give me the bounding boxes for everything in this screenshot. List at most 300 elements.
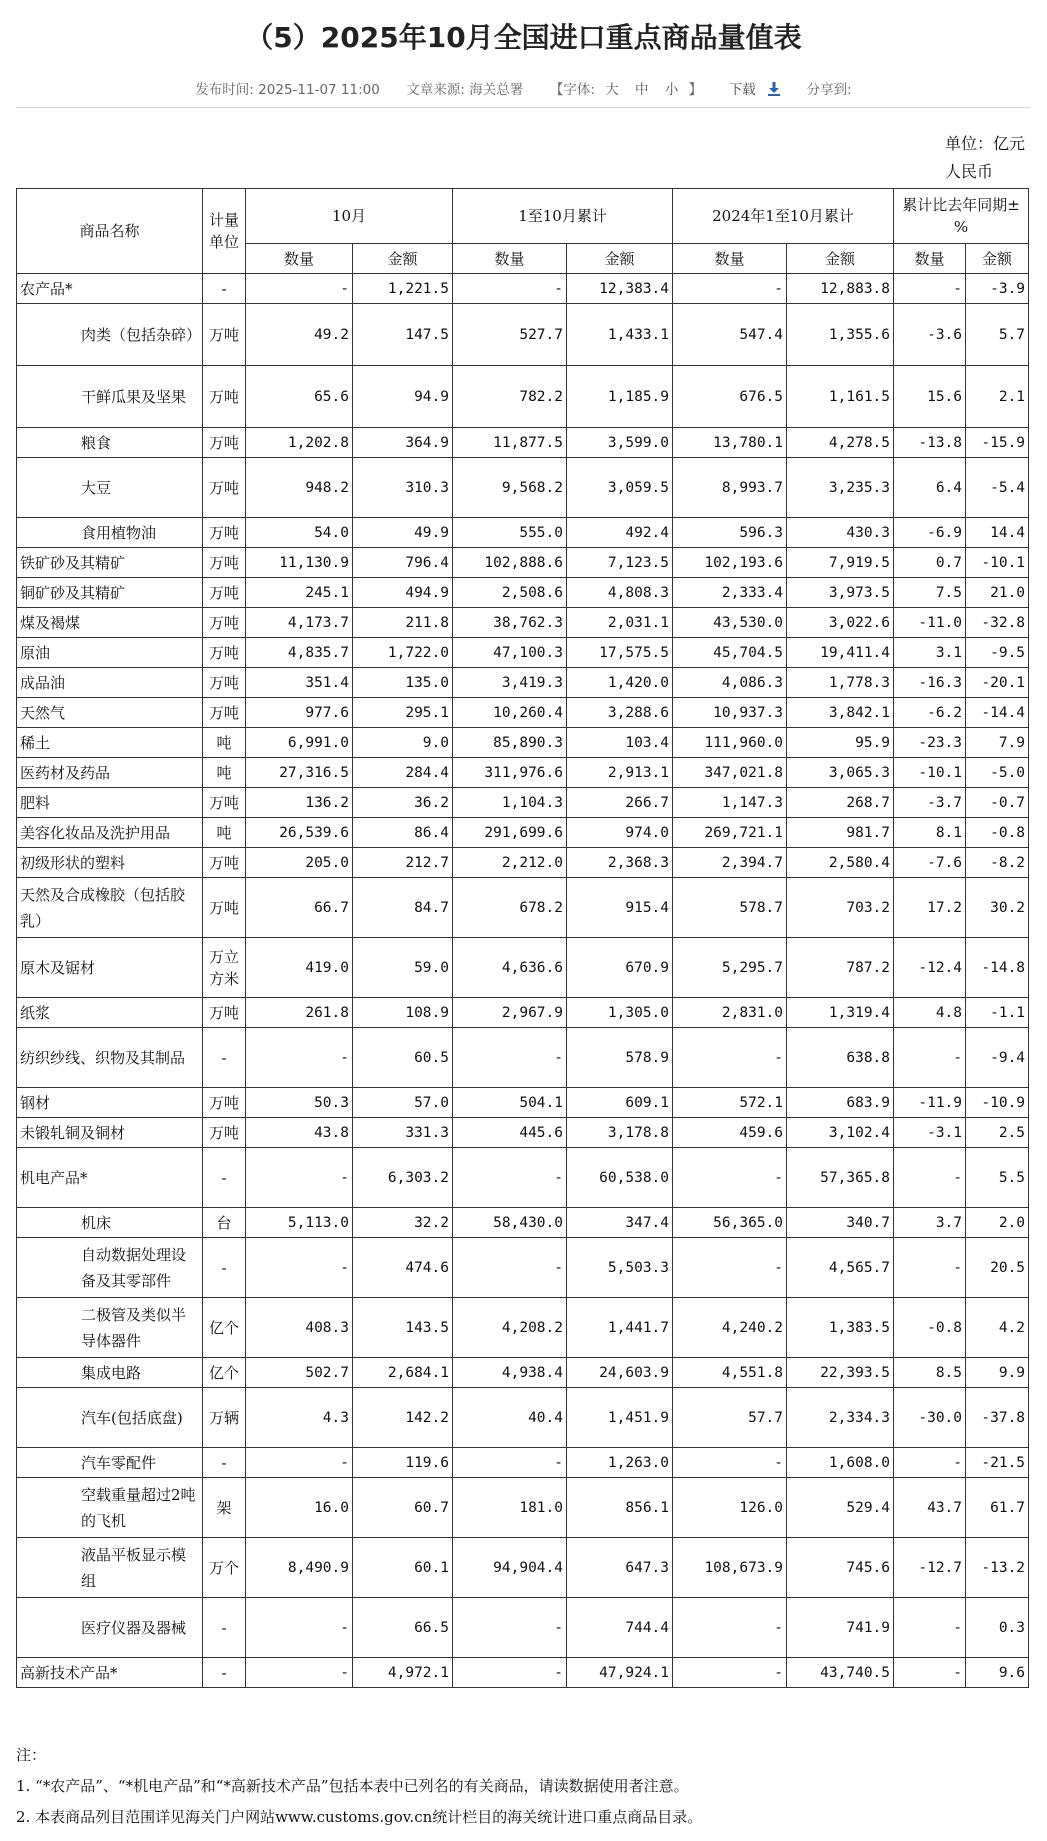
value-cell: 21.0	[966, 578, 1029, 608]
value-cell: 4,808.3	[567, 578, 673, 608]
value-cell: 266.7	[567, 788, 673, 818]
value-cell: 703.2	[787, 878, 894, 938]
value-cell: 4,240.2	[673, 1298, 787, 1358]
commodity-name: 高新技术产品*	[17, 1658, 203, 1688]
value-cell: 84.7	[353, 878, 453, 938]
value-cell: 126.0	[673, 1478, 787, 1538]
value-cell: 15.6	[894, 366, 966, 428]
value-cell: 95.9	[787, 728, 894, 758]
commodity-name: 农产品*	[17, 274, 203, 304]
font-medium-button[interactable]: 中	[635, 82, 649, 98]
table-row	[17, 1388, 1029, 1448]
value-cell: 745.6	[787, 1538, 894, 1598]
value-cell: 10,260.4	[453, 698, 567, 728]
article-source: 海关总署	[469, 82, 524, 98]
measure-unit: 架	[203, 1478, 246, 1538]
value-cell: 2.1	[966, 366, 1029, 428]
table-row	[17, 1208, 1029, 1238]
value-cell: 670.9	[567, 938, 673, 998]
value-cell: 3,022.6	[787, 608, 894, 638]
value-cell: 3.7	[894, 1208, 966, 1238]
value-cell: -	[246, 1658, 353, 1688]
value-cell: 527.7	[453, 304, 567, 366]
value-cell: 65.6	[246, 366, 353, 428]
value-cell: 60,538.0	[567, 1148, 673, 1208]
measure-unit: 万吨	[203, 366, 246, 428]
value-cell: 678.2	[453, 878, 567, 938]
value-cell: 1,161.5	[787, 366, 894, 428]
value-cell: 5,503.3	[567, 1238, 673, 1298]
header-divider	[16, 107, 1030, 108]
commodity-name: 未锻轧铜及铜材	[17, 1118, 203, 1148]
value-cell: -	[246, 1448, 353, 1478]
col-header-unit: 计量单位	[203, 189, 246, 274]
value-cell: 4,972.1	[353, 1658, 453, 1688]
col-header-name: 商品名称	[17, 189, 203, 274]
value-cell: 43,740.5	[787, 1658, 894, 1688]
value-cell: 6.4	[894, 458, 966, 518]
value-cell: 2,580.4	[787, 848, 894, 878]
value-cell: 5.5	[966, 1148, 1029, 1208]
measure-unit: 亿个	[203, 1298, 246, 1358]
value-cell: -7.6	[894, 848, 966, 878]
value-cell: 261.8	[246, 998, 353, 1028]
value-cell: 11,130.9	[246, 548, 353, 578]
value-cell: 211.8	[353, 608, 453, 638]
value-cell: 143.5	[353, 1298, 453, 1358]
note-item: 2. 本表商品列目范围详见海关门户网站www.customs.gov.cn统计栏目的海关统计进口重点商品目录。	[16, 1808, 703, 1826]
value-cell: -	[453, 274, 567, 304]
value-cell: -	[453, 1598, 567, 1658]
table-row	[17, 878, 1029, 938]
value-cell: 1,433.1	[567, 304, 673, 366]
value-cell: 547.4	[673, 304, 787, 366]
value-cell: 676.5	[673, 366, 787, 428]
table-row	[17, 758, 1029, 788]
value-cell: 205.0	[246, 848, 353, 878]
col-header-qty: 数量	[246, 244, 353, 274]
measure-unit: 亿个	[203, 1358, 246, 1388]
value-cell: -30.0	[894, 1388, 966, 1448]
value-cell: 17,575.5	[567, 638, 673, 668]
value-cell: 1,221.5	[353, 274, 453, 304]
value-cell: 8,993.7	[673, 458, 787, 518]
value-cell: 2,334.3	[787, 1388, 894, 1448]
measure-unit: 吨	[203, 758, 246, 788]
value-cell: 331.3	[353, 1118, 453, 1148]
value-cell: 102,193.6	[673, 548, 787, 578]
value-cell: 2.5	[966, 1118, 1029, 1148]
value-cell: 408.3	[246, 1298, 353, 1358]
value-cell: 36.2	[353, 788, 453, 818]
value-cell: 7.9	[966, 728, 1029, 758]
value-cell: -12.7	[894, 1538, 966, 1598]
value-cell: 17.2	[894, 878, 966, 938]
value-cell: -	[673, 1598, 787, 1658]
value-cell: -0.8	[894, 1298, 966, 1358]
table-row	[17, 698, 1029, 728]
value-cell: 47,924.1	[567, 1658, 673, 1688]
commodity-name: 美容化妆品及洗护用品	[17, 818, 203, 848]
value-cell: -32.8	[966, 608, 1029, 638]
article-meta	[0, 78, 1047, 98]
value-cell: 4,551.8	[673, 1358, 787, 1388]
value-cell: -	[246, 1238, 353, 1298]
value-cell: 1,147.3	[673, 788, 787, 818]
commodity-name: 二极管及类似半导体器件	[17, 1298, 203, 1358]
value-cell: 295.1	[353, 698, 453, 728]
measure-unit: 万吨	[203, 668, 246, 698]
table-row	[17, 668, 1029, 698]
publish-label: 发布时间:	[195, 82, 254, 98]
value-cell: 430.3	[787, 518, 894, 548]
value-cell: 683.9	[787, 1088, 894, 1118]
value-cell: -3.6	[894, 304, 966, 366]
value-cell: -	[673, 1658, 787, 1688]
value-cell: 2,913.1	[567, 758, 673, 788]
value-cell: 40.4	[453, 1388, 567, 1448]
value-cell: 9.9	[966, 1358, 1029, 1388]
value-cell: 57.0	[353, 1088, 453, 1118]
value-cell: 2,684.1	[353, 1358, 453, 1388]
value-cell: 108.9	[353, 998, 453, 1028]
table-row	[17, 998, 1029, 1028]
unit-note: 单位：亿元人民币	[945, 134, 1026, 181]
value-cell: -10.1	[894, 758, 966, 788]
col-header-prev: 2024年1至10月累计	[673, 189, 894, 244]
value-cell: 1,722.0	[353, 638, 453, 668]
value-cell: -	[453, 1448, 567, 1478]
value-cell: 13,780.1	[673, 428, 787, 458]
value-cell: 57,365.8	[787, 1148, 894, 1208]
value-cell: 2,031.1	[567, 608, 673, 638]
measure-unit: 万吨	[203, 518, 246, 548]
commodity-name: 汽车零配件	[17, 1448, 203, 1478]
value-cell: 340.7	[787, 1208, 894, 1238]
value-cell: 59.0	[353, 938, 453, 998]
value-cell: 6,991.0	[246, 728, 353, 758]
value-cell: 3,178.8	[567, 1118, 673, 1148]
value-cell: 4.8	[894, 998, 966, 1028]
value-cell: -10.9	[966, 1088, 1029, 1118]
value-cell: 7,123.5	[567, 548, 673, 578]
measure-unit: 万吨	[203, 698, 246, 728]
value-cell: 11,877.5	[453, 428, 567, 458]
value-cell: 572.1	[673, 1088, 787, 1118]
value-cell: 3,973.5	[787, 578, 894, 608]
value-cell: -37.8	[966, 1388, 1029, 1448]
value-cell: 4,208.2	[453, 1298, 567, 1358]
value-cell: 16.0	[246, 1478, 353, 1538]
value-cell: 1,104.3	[453, 788, 567, 818]
font-large-button[interactable]: 大	[605, 82, 619, 98]
commodity-name: 医药材及药品	[17, 758, 203, 788]
value-cell: -3.9	[966, 274, 1029, 304]
value-cell: -14.4	[966, 698, 1029, 728]
measure-unit: 万吨	[203, 638, 246, 668]
table-row	[17, 578, 1029, 608]
measure-unit: 万吨	[203, 878, 246, 938]
value-cell: 269,721.1	[673, 818, 787, 848]
value-cell: 8.1	[894, 818, 966, 848]
value-cell: 7,919.5	[787, 548, 894, 578]
notes-heading: 注：	[16, 1746, 47, 1764]
value-cell: 2,967.9	[453, 998, 567, 1028]
value-cell: 32.2	[353, 1208, 453, 1238]
value-cell: 1,451.9	[567, 1388, 673, 1448]
measure-unit: 万吨	[203, 998, 246, 1028]
value-cell: 135.0	[353, 668, 453, 698]
value-cell: 347,021.8	[673, 758, 787, 788]
commodity-name: 机电产品*	[17, 1148, 203, 1208]
measure-unit: 万吨	[203, 304, 246, 366]
value-cell: 291,699.6	[453, 818, 567, 848]
share-label: 分享到:	[806, 82, 852, 98]
value-cell: -1.1	[966, 998, 1029, 1028]
value-cell: 147.5	[353, 304, 453, 366]
value-cell: 43.8	[246, 1118, 353, 1148]
publish-time: 2025-11-07 11:00	[258, 82, 380, 98]
commodity-name: 初级形状的塑料	[17, 848, 203, 878]
table-row	[17, 304, 1029, 366]
value-cell: 108,673.9	[673, 1538, 787, 1598]
table-row	[17, 1448, 1029, 1478]
measure-unit: 万辆	[203, 1388, 246, 1448]
value-cell: 459.6	[673, 1118, 787, 1148]
value-cell: -	[453, 1658, 567, 1688]
value-cell: 24,603.9	[567, 1358, 673, 1388]
value-cell: 3,842.1	[787, 698, 894, 728]
value-cell: 61.7	[966, 1478, 1029, 1538]
value-cell: 502.7	[246, 1358, 353, 1388]
value-cell: 741.9	[787, 1598, 894, 1658]
value-cell: 1,319.4	[787, 998, 894, 1028]
measure-unit: -	[203, 274, 246, 304]
value-cell: 47,100.3	[453, 638, 567, 668]
value-cell: -13.8	[894, 428, 966, 458]
table-row	[17, 1538, 1029, 1598]
value-cell: 2,212.0	[453, 848, 567, 878]
value-cell: 1,202.8	[246, 428, 353, 458]
value-cell: -	[673, 1238, 787, 1298]
value-cell: -	[453, 1238, 567, 1298]
value-cell: 3,288.6	[567, 698, 673, 728]
value-cell: 578.7	[673, 878, 787, 938]
font-size-end: 】	[688, 82, 703, 98]
value-cell: 111,960.0	[673, 728, 787, 758]
value-cell: 0.3	[966, 1598, 1029, 1658]
value-cell: 915.4	[567, 878, 673, 938]
value-cell: 6,303.2	[353, 1148, 453, 1208]
commodity-name: 铜矿砂及其精矿	[17, 578, 203, 608]
value-cell: 103.4	[567, 728, 673, 758]
table-row	[17, 728, 1029, 758]
commodity-name: 干鲜瓜果及坚果	[17, 366, 203, 428]
value-cell: -11.9	[894, 1088, 966, 1118]
value-cell: -	[894, 1238, 966, 1298]
value-cell: 245.1	[246, 578, 353, 608]
value-cell: -	[246, 1598, 353, 1658]
col-header-amt: 金额	[966, 244, 1029, 274]
commodity-name: 原油	[17, 638, 203, 668]
value-cell: -15.9	[966, 428, 1029, 458]
table-row	[17, 1118, 1029, 1148]
value-cell: 981.7	[787, 818, 894, 848]
table-row	[17, 1148, 1029, 1208]
value-cell: 4,086.3	[673, 668, 787, 698]
commodity-name: 纸浆	[17, 998, 203, 1028]
font-size-label: 【字体:	[549, 82, 595, 98]
value-cell: 66.7	[246, 878, 353, 938]
commodity-name: 大豆	[17, 458, 203, 518]
value-cell: 445.6	[453, 1118, 567, 1148]
value-cell: 7.5	[894, 578, 966, 608]
value-cell: 2,394.7	[673, 848, 787, 878]
value-cell: 60.5	[353, 1028, 453, 1088]
page-title: （5）2025年10月全国进口重点商品量值表	[245, 21, 802, 54]
measure-unit: 万吨	[203, 428, 246, 458]
value-cell: -5.4	[966, 458, 1029, 518]
value-cell: -21.5	[966, 1448, 1029, 1478]
value-cell: -0.8	[966, 818, 1029, 848]
commodity-name: 医疗仪器及器械	[17, 1598, 203, 1658]
value-cell: 638.8	[787, 1028, 894, 1088]
value-cell: -	[453, 1028, 567, 1088]
value-cell: 2,333.4	[673, 578, 787, 608]
value-cell: 86.4	[353, 818, 453, 848]
value-cell: 50.3	[246, 1088, 353, 1118]
value-cell: -13.2	[966, 1538, 1029, 1598]
measure-unit: 台	[203, 1208, 246, 1238]
value-cell: -	[453, 1148, 567, 1208]
value-cell: 364.9	[353, 428, 453, 458]
value-cell: -6.9	[894, 518, 966, 548]
commodity-name: 自动数据处理设备及其零部件	[17, 1238, 203, 1298]
value-cell: 10,937.3	[673, 698, 787, 728]
table-row	[17, 1358, 1029, 1388]
value-cell: 9.0	[353, 728, 453, 758]
value-cell: 284.4	[353, 758, 453, 788]
measure-unit: 万吨	[203, 1118, 246, 1148]
value-cell: -23.3	[894, 728, 966, 758]
value-cell: 4,835.7	[246, 638, 353, 668]
value-cell: 787.2	[787, 938, 894, 998]
value-cell: 977.6	[246, 698, 353, 728]
value-cell: 94.9	[353, 366, 453, 428]
col-header-amt: 金额	[787, 244, 894, 274]
commodity-name: 机床	[17, 1208, 203, 1238]
value-cell: 142.2	[353, 1388, 453, 1448]
value-cell: 310.3	[353, 458, 453, 518]
value-cell: -	[246, 274, 353, 304]
header-row-1	[17, 189, 1029, 244]
value-cell: 744.4	[567, 1598, 673, 1658]
table-row	[17, 818, 1029, 848]
value-cell: 3,059.5	[567, 458, 673, 518]
commodity-name: 肥料	[17, 788, 203, 818]
commodity-name: 稀土	[17, 728, 203, 758]
value-cell: 94,904.4	[453, 1538, 567, 1598]
commodity-name: 铁矿砂及其精矿	[17, 548, 203, 578]
value-cell: 181.0	[453, 1478, 567, 1538]
value-cell: 4.3	[246, 1388, 353, 1448]
value-cell: 4,938.4	[453, 1358, 567, 1388]
value-cell: 948.2	[246, 458, 353, 518]
value-cell: 60.1	[353, 1538, 453, 1598]
font-small-button[interactable]: 小	[664, 82, 679, 98]
table-row	[17, 1598, 1029, 1658]
measure-unit: -	[203, 1028, 246, 1088]
commodity-name: 食用植物油	[17, 518, 203, 548]
value-cell: 9.6	[966, 1658, 1029, 1688]
value-cell: 3,599.0	[567, 428, 673, 458]
value-cell: -8.2	[966, 848, 1029, 878]
notes	[16, 1740, 1030, 1833]
value-cell: -20.1	[966, 668, 1029, 698]
value-cell: 12,883.8	[787, 274, 894, 304]
value-cell: 4,636.6	[453, 938, 567, 998]
value-cell: -	[894, 1658, 966, 1688]
value-cell: -3.1	[894, 1118, 966, 1148]
measure-unit: 万个	[203, 1538, 246, 1598]
value-cell: 3,102.4	[787, 1118, 894, 1148]
download-link[interactable]	[729, 78, 780, 98]
value-cell: 212.7	[353, 848, 453, 878]
value-cell: 529.4	[787, 1478, 894, 1538]
value-cell: 30.2	[966, 878, 1029, 938]
table-row	[17, 458, 1029, 518]
commodity-name: 成品油	[17, 668, 203, 698]
value-cell: -14.8	[966, 938, 1029, 998]
measure-unit: -	[203, 1238, 246, 1298]
value-cell: 2,368.3	[567, 848, 673, 878]
measure-unit: 万吨	[203, 578, 246, 608]
value-cell: 555.0	[453, 518, 567, 548]
value-cell: -16.3	[894, 668, 966, 698]
table-row	[17, 518, 1029, 548]
import-commodity-table	[16, 188, 1029, 1688]
commodity-name: 钢材	[17, 1088, 203, 1118]
commodity-name: 纺织纱线、织物及其制品	[17, 1028, 203, 1088]
note-item: 1. “*农产品”、“*机电产品”和“*高新技术产品”包括本表中已列名的有关商品，请读数据使用者注意。	[16, 1777, 689, 1795]
value-cell: 14.4	[966, 518, 1029, 548]
value-cell: 8.5	[894, 1358, 966, 1388]
value-cell: 27,316.5	[246, 758, 353, 788]
value-cell: 102,888.6	[453, 548, 567, 578]
commodity-name: 肉类（包括杂碎）	[17, 304, 203, 366]
value-cell: -	[894, 274, 966, 304]
value-cell: -11.0	[894, 608, 966, 638]
value-cell: 66.5	[353, 1598, 453, 1658]
commodity-name: 煤及褐煤	[17, 608, 203, 638]
measure-unit: 万吨	[203, 848, 246, 878]
measure-unit: 万吨	[203, 458, 246, 518]
commodity-name: 液晶平板显示模组	[17, 1538, 203, 1598]
value-cell: -	[894, 1028, 966, 1088]
col-header-amt: 金额	[353, 244, 453, 274]
measure-unit: 万吨	[203, 1088, 246, 1118]
value-cell: 796.4	[353, 548, 453, 578]
col-header-amt: 金额	[567, 244, 673, 274]
value-cell: -	[894, 1448, 966, 1478]
value-cell: -	[246, 1028, 353, 1088]
source-label: 文章来源:	[406, 82, 465, 98]
measure-unit: 吨	[203, 728, 246, 758]
value-cell: 0.7	[894, 548, 966, 578]
value-cell: 5,295.7	[673, 938, 787, 998]
commodity-name: 原木及锯材	[17, 938, 203, 998]
download-label: 下载	[728, 82, 756, 98]
